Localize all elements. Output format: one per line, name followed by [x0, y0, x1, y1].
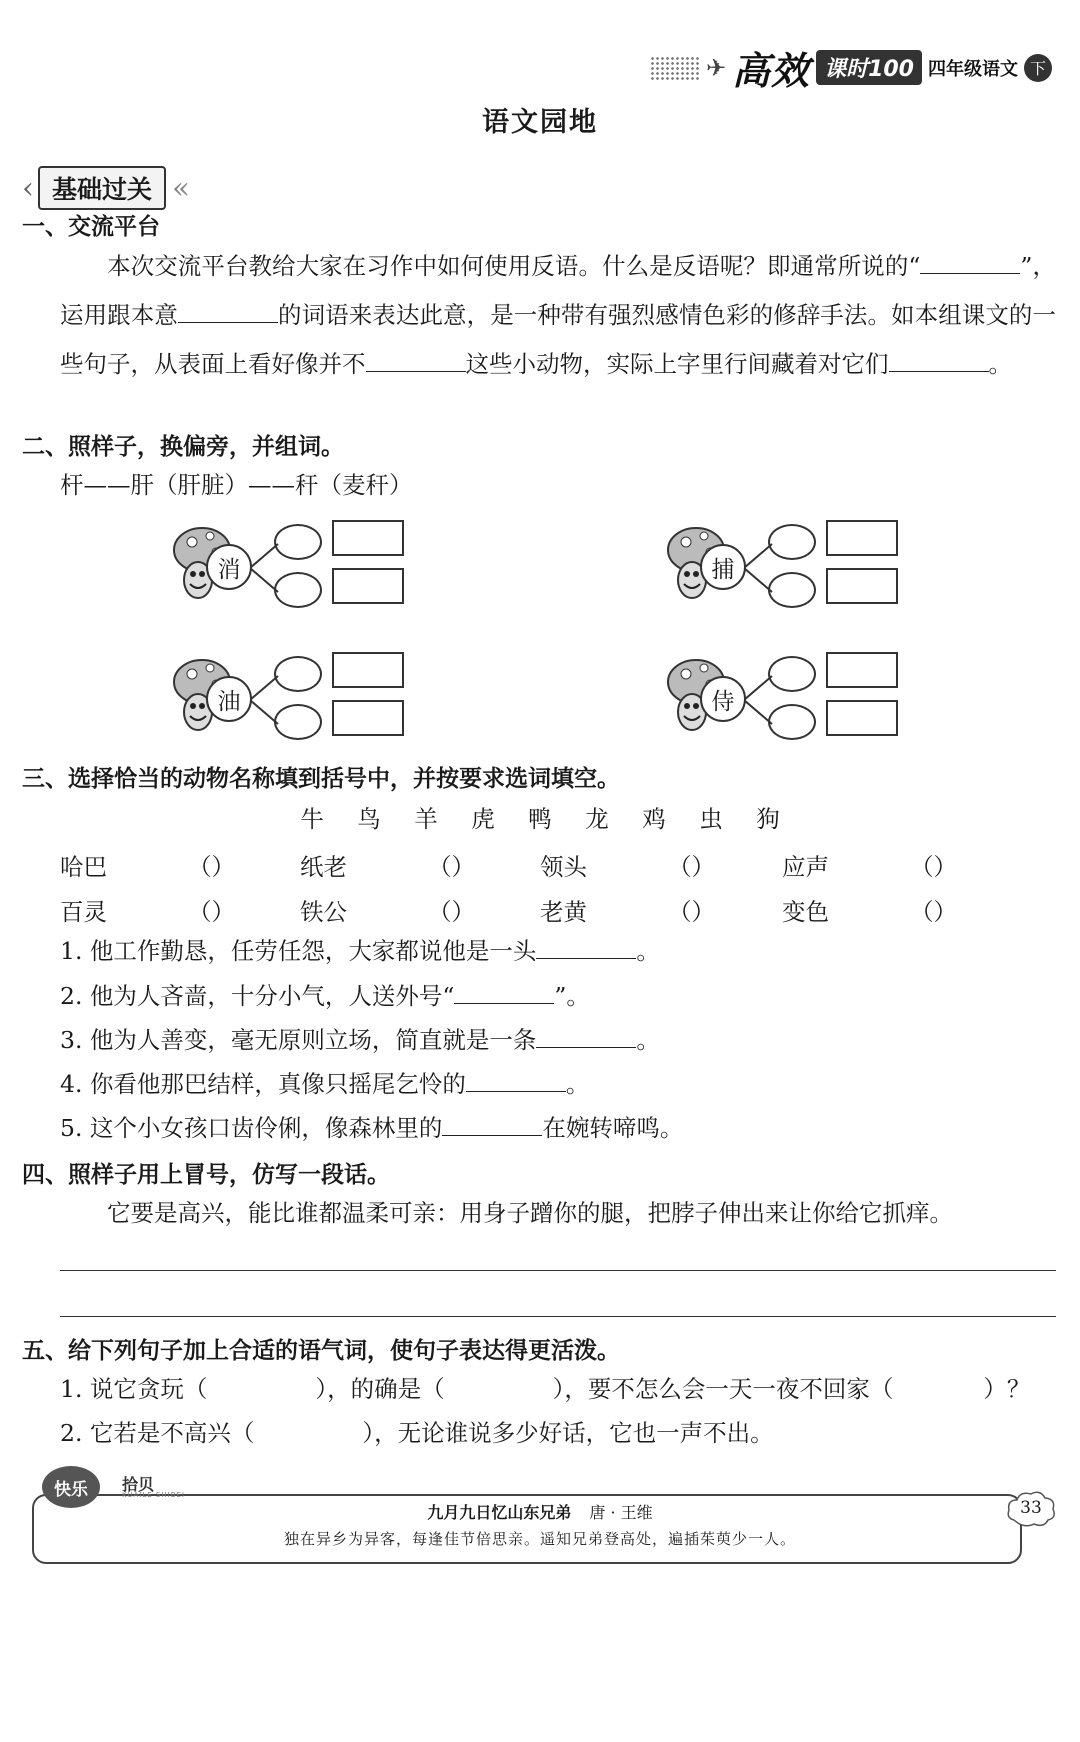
sentence-text: 。 [636, 937, 660, 965]
word-answer-box[interactable] [826, 700, 898, 736]
animal-phrase[interactable] [540, 893, 715, 927]
paren-blank: （） [428, 898, 475, 926]
word-answer-box[interactable] [332, 700, 404, 736]
animal-option: 鸡 [642, 805, 666, 833]
sentence-5 [60, 1115, 683, 1141]
brand-sub: 课时100 [816, 50, 922, 85]
word-answer-box[interactable] [332, 520, 404, 556]
footer-label-pinyin: KUAILE SHIBEI [122, 1491, 185, 1499]
word-answer-box[interactable] [826, 652, 898, 688]
sentence-text: ），的确是（ [315, 1375, 445, 1403]
sentence-3 [60, 1027, 660, 1053]
phrase-text: 老黄 [540, 898, 587, 926]
radical-answer-oval[interactable] [274, 704, 322, 740]
fill-blank[interactable] [442, 1115, 542, 1136]
section5-sentence-1 [60, 1375, 1031, 1403]
phrase-text: 变色 [782, 898, 829, 926]
sentence-text: 1. 说它贪玩（ [60, 1375, 208, 1403]
paren-blank: （） [668, 853, 715, 881]
chevron-left-icon: ‹ [22, 170, 34, 206]
sentence-4 [60, 1071, 589, 1097]
animal-option: 虫 [699, 805, 723, 833]
banner-label: 基础过关 [38, 166, 166, 210]
animal-phrase[interactable] [300, 893, 475, 927]
sentence-text: 5. 这个小女孩口齿伶俐，像森林里的 [60, 1114, 443, 1142]
speech-bubble-icon: 快乐 [42, 1466, 100, 1508]
section2-example: 杆——肝（肝脏）——秆（麦秆） [60, 471, 413, 499]
radical-group-1 [172, 520, 432, 620]
sentence-1 [60, 938, 660, 964]
writing-line[interactable] [60, 1316, 1056, 1317]
animal-option: 龙 [585, 805, 609, 833]
footer-poem-box [22, 1472, 1058, 1568]
page-number [1004, 1488, 1058, 1530]
phrase-text: 纸老 [300, 853, 347, 881]
animal-option: 虎 [471, 805, 495, 833]
fill-blank[interactable] [466, 1071, 566, 1092]
section3-heading: 三、选择恰当的动物名称填到括号中，并按要求选词填空。 [22, 766, 620, 792]
radical-group-4 [666, 652, 926, 752]
chevron-double-left-icon: ‹‹ [172, 170, 185, 206]
word-answer-box[interactable] [826, 520, 898, 556]
word-answer-box[interactable] [332, 652, 404, 688]
radical-char: 侍 [700, 676, 746, 722]
animal-option: 鸭 [528, 805, 552, 833]
sentence-text: ）？ [983, 1375, 1031, 1403]
grade-subject: 四年级语文 [928, 58, 1018, 80]
section1-text: 本次交流平台教给大家在习作中如何使用反语。什么是反语呢？即通常所说的“ [107, 252, 921, 280]
section5-heading: 五、给下列句子加上合适的语气词，使句子表达得更活泼。 [22, 1338, 620, 1364]
writing-line[interactable] [60, 1270, 1056, 1271]
paren-blank: （） [668, 898, 715, 926]
radical-answer-oval[interactable] [768, 524, 816, 560]
section1-text: 的词语来表达此意，是一种带有强烈感情色彩的修辞手法。如本组课文的一些句子，从表面上看好像并不 [60, 301, 1057, 378]
brand-main: 高效 [732, 49, 811, 93]
animal-option: 鸟 [357, 805, 381, 833]
word-answer-box[interactable] [826, 568, 898, 604]
poem-text: 独在异乡为异客，每逢佳节倍思亲。遥知兄弟登高处，遍插茱萸少一人。 [283, 1530, 796, 1548]
word-answer-box[interactable] [332, 568, 404, 604]
fill-blank[interactable] [454, 983, 554, 1004]
sentence-text: 。 [565, 1070, 590, 1098]
section1-text: 。 [988, 350, 1012, 378]
animal-phrase[interactable] [60, 848, 235, 882]
radical-char: 捕 [700, 544, 746, 590]
sentence-text: ”。 [554, 982, 590, 1010]
animal-phrase[interactable] [782, 848, 957, 882]
sentence-text: 2. 他为人吝啬，十分小气，人送外号“ [60, 982, 455, 1010]
radical-group-3 [172, 652, 432, 752]
phrase-text: 领头 [540, 853, 587, 881]
phrase-text: 应声 [782, 853, 829, 881]
volume-badge: 下 [1024, 54, 1052, 82]
paren-blank: （） [188, 853, 235, 881]
phrase-text: 哈巴 [60, 853, 107, 881]
paren-space[interactable] [893, 1378, 983, 1402]
section-banner [22, 166, 184, 210]
section4-heading: 四、照样子用上冒号，仿写一段话。 [22, 1162, 390, 1188]
paren-blank: （） [428, 853, 475, 881]
paren-space[interactable] [207, 1378, 315, 1402]
animal-option: 牛 [300, 805, 324, 833]
section1-text: 这些小动物，实际上字里行间藏着对它们 [465, 350, 889, 378]
paren-blank: （） [910, 898, 957, 926]
section1-paragraph [60, 242, 1056, 389]
brand-header [650, 40, 1052, 95]
footer-label: 拾贝 [122, 1475, 155, 1494]
paren-blank: （） [910, 853, 957, 881]
sentence-text: 。 [636, 1026, 660, 1054]
phrase-text: 百灵 [60, 898, 107, 926]
sentence-text: 在婉转啼鸣。 [542, 1114, 684, 1142]
animal-phrase[interactable] [540, 848, 715, 882]
sentence-text: 3. 他为人善变，毫无原则立场，简直就是一条 [60, 1026, 537, 1054]
sentence-text: 2. 它若是不高兴（ [60, 1419, 255, 1447]
section2-heading: 二、照样子，换偏旁，并组词。 [22, 434, 344, 460]
fill-blank[interactable] [536, 1027, 636, 1048]
radical-answer-oval[interactable] [768, 572, 816, 608]
poem-heading [22, 1500, 1058, 1523]
fill-blank[interactable] [920, 253, 1020, 274]
paren-space[interactable] [254, 1422, 362, 1446]
sentence-text: ），要不怎么会一天一夜不回家（ [552, 1375, 894, 1403]
section1-text: ”，运用跟本意 [60, 252, 1057, 329]
radical-answer-oval[interactable] [274, 572, 322, 608]
radical-answer-oval[interactable] [274, 656, 322, 692]
animal-phrase[interactable] [60, 893, 235, 927]
page-title: 语文园地 [482, 107, 598, 138]
sentence-text: 1. 他工作勤恳，任劳任怨，大家都说他是一头 [60, 937, 537, 965]
fill-blank[interactable] [536, 938, 636, 959]
section5-sentence-2 [60, 1419, 774, 1447]
page-number-text: 33 [1020, 1498, 1042, 1518]
fill-blank[interactable] [178, 302, 278, 323]
section4-example: 它要是高兴，能比谁都温柔可亲：用身子蹭你的腿，把脖子伸出来让你给它抓痒。 [107, 1199, 953, 1227]
bird-icon: ✈ [705, 53, 727, 82]
radical-char: 油 [206, 676, 252, 722]
radical-answer-oval[interactable] [274, 524, 322, 560]
phrase-text: 铁公 [300, 898, 347, 926]
radical-char: 消 [206, 544, 252, 590]
fill-blank[interactable] [889, 351, 989, 372]
dot-pattern-decoration [650, 56, 700, 80]
animal-phrase[interactable] [782, 893, 957, 927]
poem-author: 唐 · 王维 [589, 1503, 653, 1522]
animal-phrase[interactable] [300, 848, 475, 882]
radical-answer-oval[interactable] [768, 656, 816, 692]
fill-blank[interactable] [366, 351, 466, 372]
animal-word-bank [0, 800, 1080, 834]
animal-option: 羊 [414, 805, 438, 833]
paren-space[interactable] [445, 1378, 553, 1402]
sentence-2 [60, 983, 590, 1009]
poem-title: 九月九日忆山东兄弟 [427, 1503, 572, 1522]
section1-heading: 一、交流平台 [22, 214, 160, 240]
radical-group-2 [666, 520, 926, 620]
animal-option: 狗 [756, 805, 780, 833]
paren-blank: （） [188, 898, 235, 926]
sentence-text: ），无论谁说多少好话，它也一声不出。 [362, 1419, 774, 1447]
radical-answer-oval[interactable] [768, 704, 816, 740]
sentence-text: 4. 你看他那巴结样，真像只摇尾乞怜的 [60, 1070, 466, 1098]
